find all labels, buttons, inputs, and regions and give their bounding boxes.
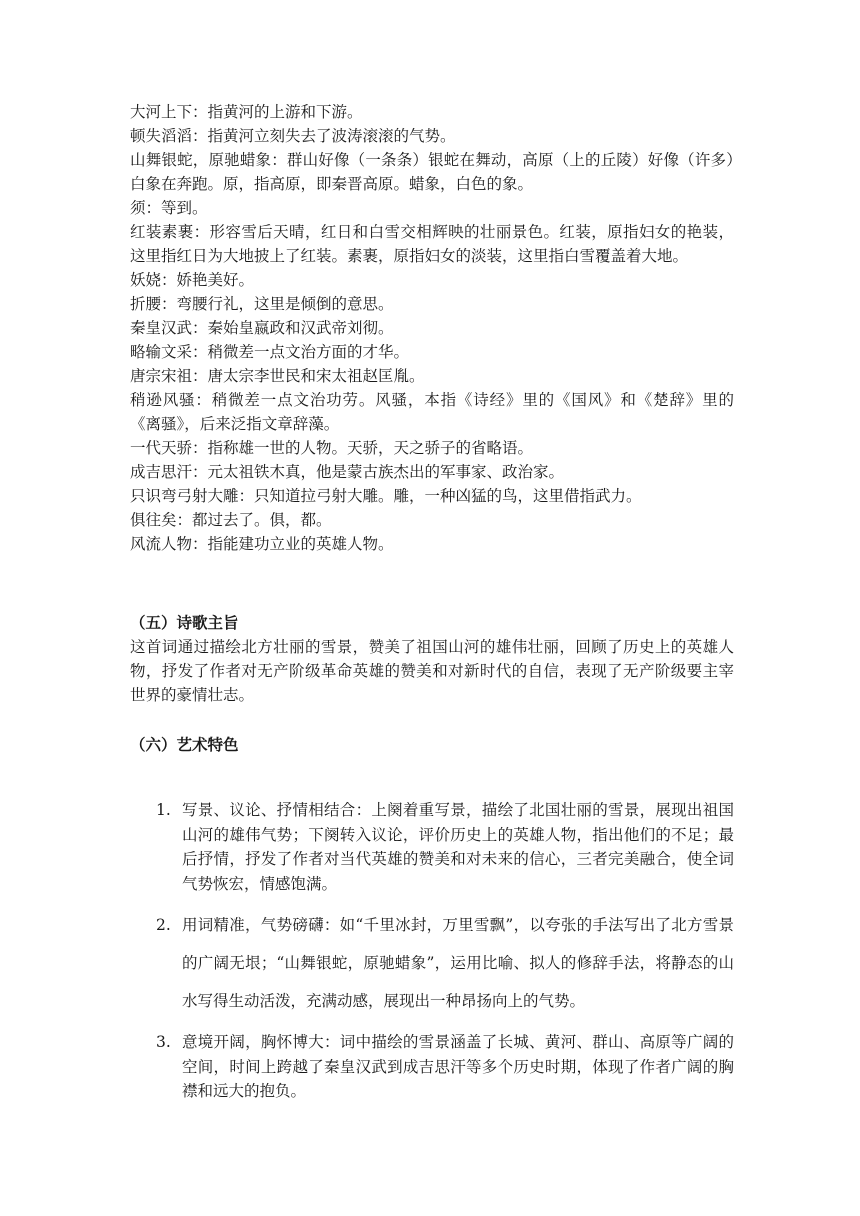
list-item-text: 意境开阔，胸怀博大：词中描绘的雪景涵盖了长城、黄河、群山、高原等广阔的空间，时间上跨越了秦皇汉武到成吉思汗等多个历史时期，体现了作者广阔的胸襟和远大的抱负。 [182,1033,734,1100]
glossary-entry: 只识弯弓射大雕：只知道拉弓射大雕。雕，一种凶猛的鸟，这里借指武力。 [130,487,642,505]
glossary-entry: 红装素裹：形容雪后天晴，红日和白雪交相辉映的壮丽景色。红装，原指妇女的艳装，这里指红日为大地披上了红装。素裹，原指妇女的淡装，这里指白雪覆盖着大地。 [130,223,734,265]
glossary-entry: 唐宗宋祖：唐太宗李世民和宋太祖赵匡胤。 [130,367,425,385]
theme-paragraph: 这首词通过描绘北方壮丽的雪景，赞美了祖国山河的雄伟壮丽，回顾了历史上的英雄人物，抒发了作者对无产阶级革命英雄的赞美和对新时代的自信，表现了无产阶级要主宰世界的豪情壮志。 [130,638,734,704]
list-item-text: 写景、议论、抒情相结合：上阕着重写景，描绘了北国壮丽的雪景，展现出祖国山河的雄伟气势；下阕转入议论，评价历史上的英雄人物，指出他们的不足；最后抒情，抒发了作者对当代英雄的赞美和对未来的信心，三者完美融合，使全词气势恢宏，情感饱满。 [182,801,734,893]
glossary-entry: 须：等到。 [130,199,208,217]
list-item-number: 3. [156,1033,171,1051]
glossary-entry: 妖娆：娇艳美好。 [130,271,255,289]
glossary-entry: 略输文采：稍微差一点文治方面的才华。 [130,343,410,361]
list-item-number: 2. [156,916,171,934]
glossary-entry: 风流人物：指能建功立业的英雄人物。 [130,535,394,553]
glossary-entry: 秦皇汉武：秦始皇嬴政和汉武帝刘彻。 [130,319,394,337]
glossary-list [130,100,734,556]
section-heading-art: （六）艺术特色 [130,735,239,754]
list-item-number: 1. [156,801,171,819]
glossary-entry: 俱往矣：都过去了。俱，都。 [130,511,332,529]
glossary-entry: 一代天骄：指称雄一世的人物。天骄，天之骄子的省略语。 [130,439,534,457]
section-heading-theme: （五）诗歌主旨 [130,613,239,632]
glossary-entry: 山舞银蛇，原驰蜡象：群山好像（一条条）银蛇在舞动，高原（上的丘陵）好像（许多）白象在奔跑。原，指高原，即秦晋高原。蜡象，白色的象。 [130,151,734,193]
glossary-entry: 大河上下：指黄河的上游和下游。 [130,103,363,121]
glossary-entry: 折腰：弯腰行礼，这里是倾倒的意思。 [130,295,394,313]
glossary-entry: 顿失滔滔：指黄河立刻失去了波涛滚滚的气势。 [130,127,456,145]
list-item-text: 用词精准，气势磅礴：如“千里冰封，万里雪飘”，以夸张的手法写出了北方雪景的广阔无垠；“山舞银蛇，原驰蜡象”，运用比喻、拟人的修辞手法，将静态的山水写得生动活泼，充满动感，展现出一种昂扬向上的气势。 [182,916,734,1010]
glossary-entry: 成吉思汗：元太祖铁木真，他是蒙古族杰出的军事家、政治家。 [130,463,565,481]
glossary-entry: 稍逊风骚：稍微差一点文治功劳。风骚，本指《诗经》里的《国风》和《楚辞》里的《离骚》，后来泛指文章辞藻。 [130,391,734,433]
